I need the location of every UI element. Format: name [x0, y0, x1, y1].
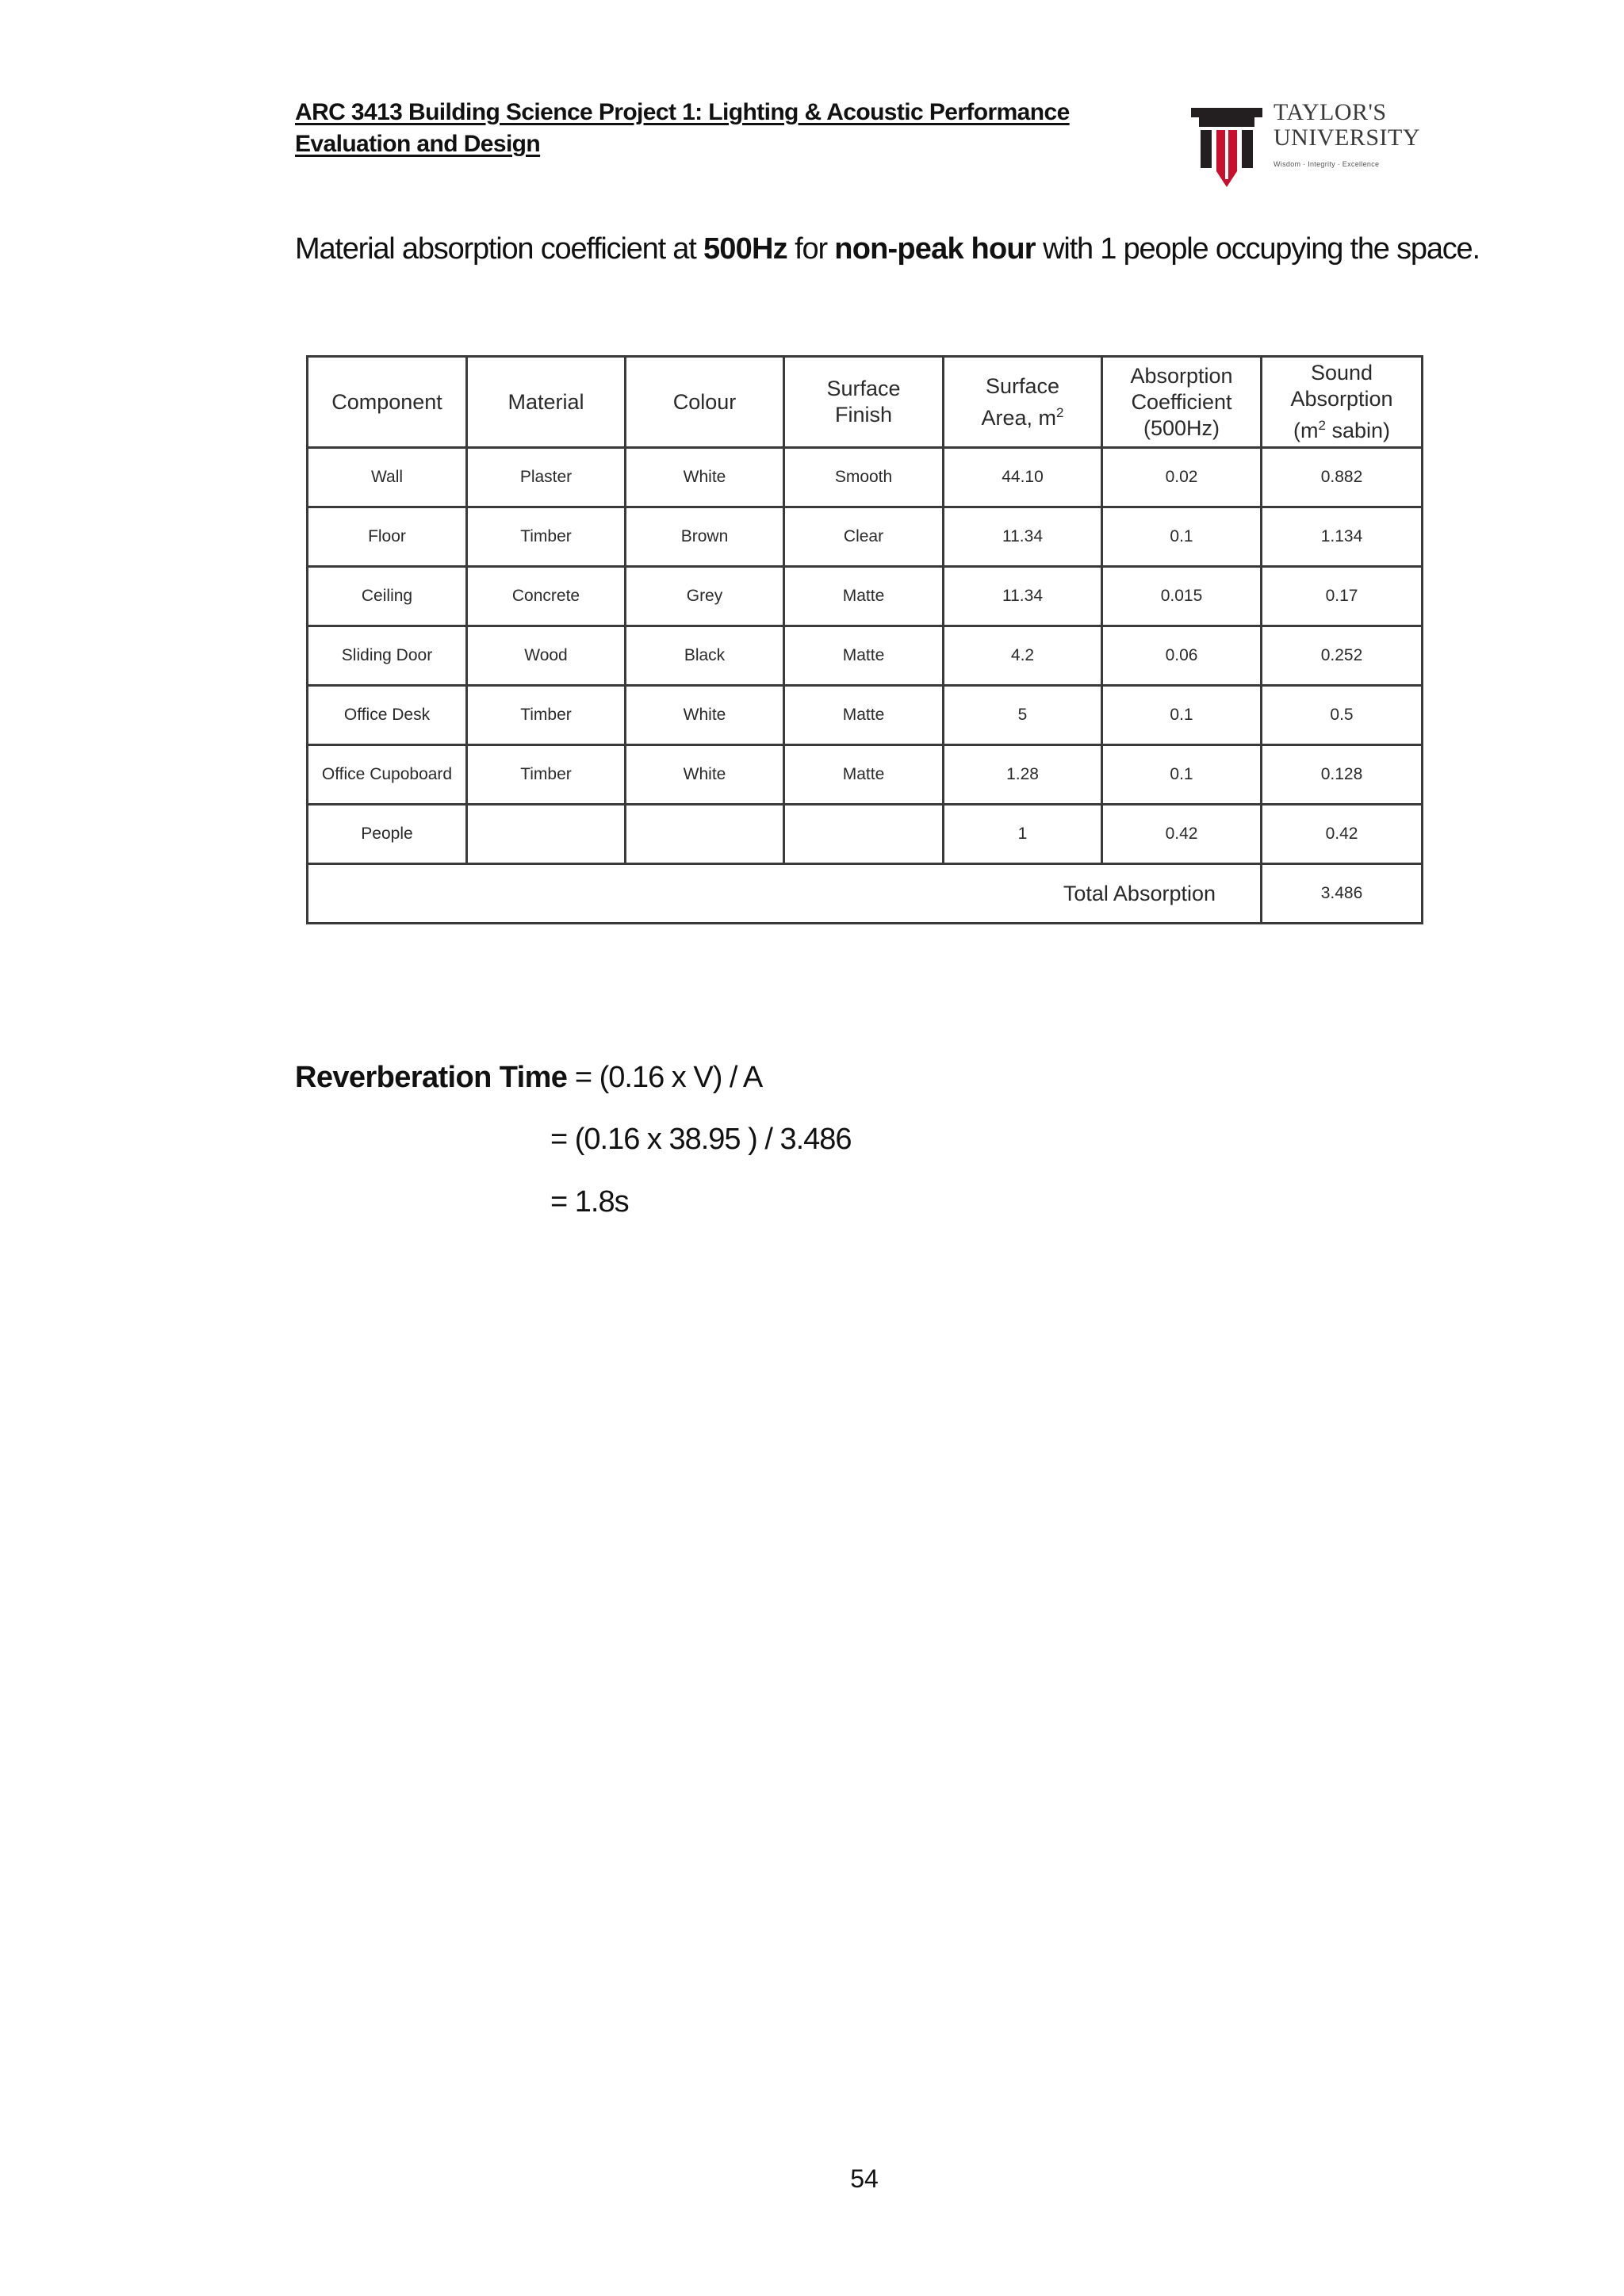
cell-absorption: 0.42 [1262, 805, 1423, 864]
cell-colour: White [626, 686, 784, 745]
cell-component: People [308, 805, 467, 864]
header-coeff-line-2: Coefficient [1131, 389, 1232, 414]
header-sound-line-3 [1262, 412, 1421, 444]
intro-text-2: for [787, 232, 835, 266]
cell-component: Ceiling [308, 567, 467, 626]
cell-material: Wood [467, 626, 626, 686]
cell-material: Timber [467, 507, 626, 567]
cell-coefficient: 0.1 [1102, 507, 1262, 567]
header-coeff-line-1: Absorption [1130, 363, 1233, 388]
cell-material [467, 805, 626, 864]
document-header-title [295, 97, 1104, 160]
cell-finish: Matte [784, 745, 944, 805]
table-row [308, 805, 1423, 864]
cell-colour: White [626, 448, 784, 507]
reverberation-substitution: = (0.16 x 38.95 ) / 3.486 [550, 1123, 852, 1156]
total-absorption-value: 3.486 [1262, 864, 1423, 924]
cell-component: Office Cupoboard [308, 745, 467, 805]
cell-absorption: 0.252 [1262, 626, 1423, 686]
header-material: Material [467, 357, 626, 448]
header-surface-area [944, 357, 1102, 448]
university-crest-icon [1191, 103, 1262, 189]
table-row [308, 686, 1423, 745]
header-title-line-2: Evaluation and Design [295, 131, 541, 157]
cell-component: Wall [308, 448, 467, 507]
cell-material: Concrete [467, 567, 626, 626]
cell-area: 1 [944, 805, 1102, 864]
header-area-superscript: 2 [1056, 404, 1064, 420]
header-absorption-coefficient [1102, 357, 1262, 448]
header-component: Component [308, 357, 467, 448]
cell-material: Timber [467, 745, 626, 805]
header-coeff-line-3: (500Hz) [1143, 415, 1220, 440]
logo-name-line-1: TAYLOR'S [1274, 99, 1387, 125]
cell-component: Floor [308, 507, 467, 567]
cell-absorption: 0.5 [1262, 686, 1423, 745]
table-row [308, 507, 1423, 567]
cell-component: Sliding Door [308, 626, 467, 686]
cell-colour: White [626, 745, 784, 805]
cell-material: Plaster [467, 448, 626, 507]
header-area-unit: Area, m [981, 405, 1057, 430]
cell-finish: Clear [784, 507, 944, 567]
cell-coefficient: 0.1 [1102, 745, 1262, 805]
header-sound-superscript: 2 [1318, 418, 1326, 433]
table-total-row [308, 864, 1423, 924]
absorption-table [306, 355, 1423, 924]
header-sound-line-1: Sound [1310, 361, 1373, 385]
cell-coefficient: 0.42 [1102, 805, 1262, 864]
cell-colour: Brown [626, 507, 784, 567]
header-sound-line-2: Absorption [1290, 387, 1393, 411]
reverberation-label: Reverberation Time [295, 1061, 568, 1094]
intro-frequency: 500Hz [703, 232, 787, 266]
logo-name-line-2: UNIVERSITY [1274, 124, 1420, 151]
cell-component: Office Desk [308, 686, 467, 745]
cell-absorption: 0.128 [1262, 745, 1423, 805]
header-sound-absorption [1262, 357, 1423, 448]
cell-material: Timber [467, 686, 626, 745]
header-area-line-2 [944, 400, 1101, 431]
header-finish-line-1: Surface [826, 377, 901, 400]
logo-tagline: Wisdom · Integrity · Excellence [1274, 160, 1380, 168]
reverberation-result: = 1.8s [550, 1185, 629, 1219]
cell-coefficient: 0.02 [1102, 448, 1262, 507]
table-row [308, 567, 1423, 626]
taylors-university-logo [1191, 100, 1429, 189]
cell-coefficient: 0.015 [1102, 567, 1262, 626]
header-title-line-1: ARC 3413 Building Science Project 1: Lighting & Acoustic Performance [295, 99, 1070, 125]
intro-text-3: with 1 people occupying the space. [1035, 232, 1480, 266]
cell-finish [784, 805, 944, 864]
cell-area: 4.2 [944, 626, 1102, 686]
total-absorption-label: Total Absorption [308, 864, 1262, 924]
cell-area: 11.34 [944, 567, 1102, 626]
header-finish-line-2: Finish [834, 403, 893, 427]
page-number: 54 [850, 2164, 879, 2193]
cell-finish: Matte [784, 686, 944, 745]
header-colour: Colour [626, 357, 784, 448]
cell-area: 44.10 [944, 448, 1102, 507]
cell-area: 11.34 [944, 507, 1102, 567]
cell-area: 5 [944, 686, 1102, 745]
cell-area: 1.28 [944, 745, 1102, 805]
cell-absorption: 0.882 [1262, 448, 1423, 507]
cell-colour [626, 805, 784, 864]
header-area-line-1: Surface [985, 373, 1060, 398]
header-surface-finish [784, 357, 944, 448]
table-row [308, 448, 1423, 507]
cell-absorption: 1.134 [1262, 507, 1423, 567]
cell-finish: Smooth [784, 448, 944, 507]
reverberation-formula [295, 1058, 762, 1096]
reverberation-formula-line: = (0.16 x V) / A [567, 1061, 763, 1094]
table-header-row [308, 357, 1423, 448]
header-sound-unit-a: (m [1293, 419, 1319, 442]
cell-coefficient: 0.06 [1102, 626, 1262, 686]
intro-period: non-peak hour [834, 232, 1036, 266]
intro-text-1: Material absorption coefficient at [295, 232, 703, 266]
table-row [308, 745, 1423, 805]
header-sound-unit-b: sabin) [1325, 419, 1390, 442]
logo-wordmark [1274, 100, 1420, 151]
absorption-table-container [306, 355, 1423, 924]
intro-sentence [295, 230, 1484, 268]
table-row [308, 626, 1423, 686]
cell-coefficient: 0.1 [1102, 686, 1262, 745]
cell-absorption: 0.17 [1262, 567, 1423, 626]
cell-colour: Grey [626, 567, 784, 626]
cell-finish: Matte [784, 567, 944, 626]
cell-finish: Matte [784, 626, 944, 686]
cell-colour: Black [626, 626, 784, 686]
